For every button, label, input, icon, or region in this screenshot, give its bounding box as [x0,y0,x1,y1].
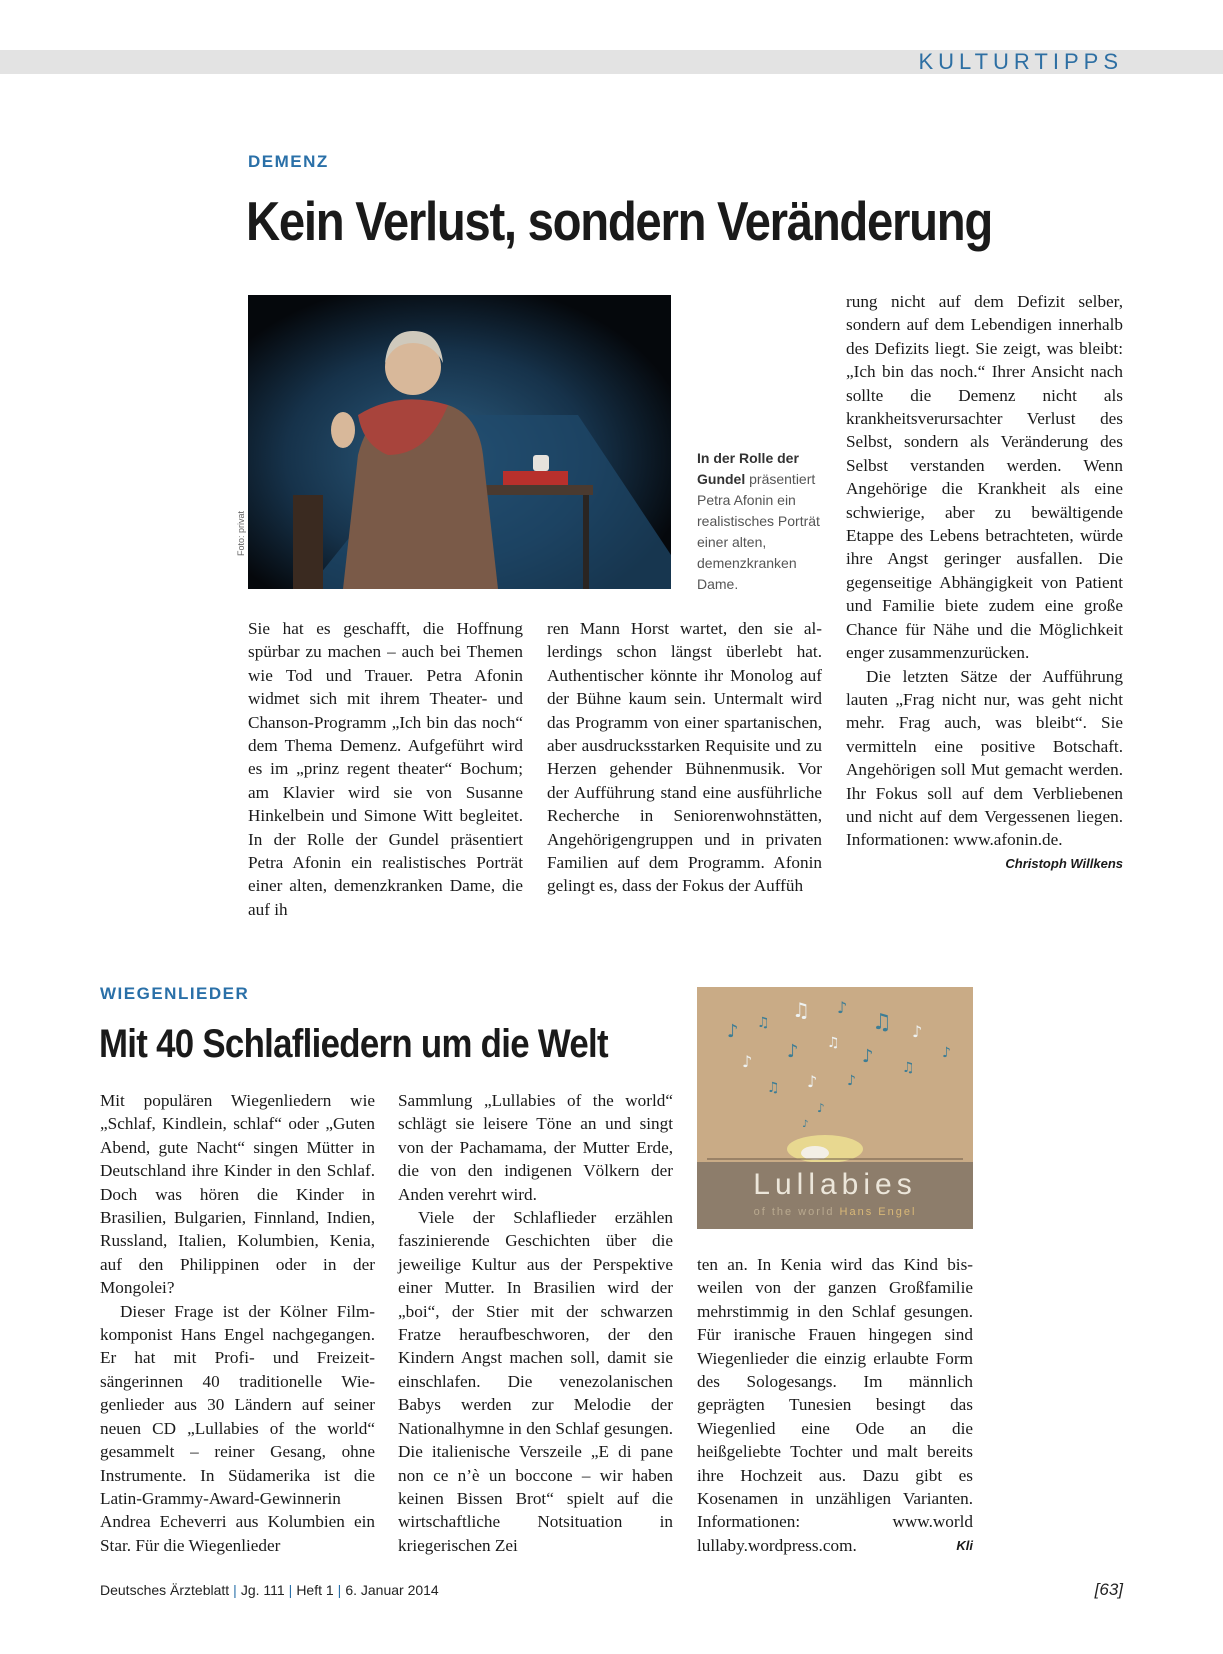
footer-date: 6. Januar 2014 [345,1582,439,1598]
article1-kicker: DEMENZ [248,152,329,171]
caption-text: präsentiert Petra Afonin ein realistisches Porträt einer alten, demenzkranken Dame. [697,471,820,592]
cd-title: Lullabies [753,1168,917,1201]
svg-text:♪: ♪ [837,998,848,1017]
svg-text:♫: ♫ [827,1035,840,1051]
article2-column-2 [398,1089,673,1557]
article2-col3-text: ten an. In Kenia wird das Kind bisweilen von der ganzen Großfamilie mehrstimmig in den Schlaf gesungen. Für iranische Frauen hingegen sind Wiegenlieder die einzig erlaubte Form des Sologesangs. Im männlich geprägten Tunesien besingt das Wiegenlied eine Ode an die heißgeliebte Tochter und malt bereits ihre Hochzeit aus. Dazu gibt es Kosenamen in unzähligen Varianten. Informationen: www.world lullaby.wordpress.com. [697,1255,973,1555]
footer-divider: | [233,1582,237,1598]
article2-col2-para2: Viele der Schlaflieder erzählen faszinierende Geschichten über die jeweilige Kultur aus der Perspektive einer Mutter. In Brasilien wird der „boi“, der Stier mit der schwarzen Fratze heraufbeschworen, der den Kindern Angst machen soll, damit sie einschlafen. Die venezolanischen Babys werden zur Melodie der Nationalhymne in den Schlaf gesungen. Die italienische Verszeile „E di pane non ce n’è un boccone – wir haben keinen Bissen Brot“ spielt auf die wirtschaftliche Notsituation in kriegerischen Zei [398,1208,673,1555]
footer [100,1582,439,1598]
footer-journal: Deutsches Ärzteblatt [100,1582,230,1598]
cd-subtitle [697,1206,973,1218]
cd-artist: Hans Engel [839,1206,917,1218]
svg-text:♪: ♪ [817,1101,825,1115]
footer-volume: Jg. 111 [240,1582,285,1598]
article1-column-2 [547,617,822,898]
footer-divider: | [337,1582,342,1598]
section-label: KULTURTIPPS [918,49,1123,74]
page-number: [63] [1094,1580,1123,1599]
svg-text:♪: ♪ [942,1045,951,1061]
svg-text:♪: ♪ [742,1052,753,1071]
svg-text:♪: ♪ [912,1022,923,1041]
article1-col2-text: ren Mann Horst wartet, den sie allerdings schon längst überlebt hat. Authentischer könnte ihr Monolog auf der Bühne kaum sein. Untermalt wird das Programm von einer spartanischen, aber ausdrucksstarken Requisite und zu Herzen gehender Bühnenmusik. Vor der Aufführung stand eine ausführliche Recherche in Seniorenwohnstätten, Angehörigengruppen und in privaten Familien auf dem Programm. Afonin gelingt es, dass der Fokus der Auffüh [547,619,822,896]
cd-title-band [697,1162,973,1229]
article2-col2-para1: Sammlung „Lullabies of the world“ schlägt sie leisere Töne an und singt von der Pachamama, der Mutter Erde, die von den indigenen Völkern der Anden verehrt wird. [398,1091,673,1204]
svg-text:♫: ♫ [792,998,810,1022]
cd-cover [697,987,973,1229]
article2-col1-para2: Dieser Frage ist der Kölner Filmkomponist Hans Engel nachgegangen. Er hat mit Profi- und Freizeitsängerinnen 40 traditionelle Wiegenlieder aus 30 Ländern auf seiner neuen CD „Lullabies of the world“ gesammelt – reiner Gesang, ohne Instrumente. In Südamerika ist die Latin-Grammy-Award-Gewinnerin Andrea Echeverri aus Kolumbien ein Star. Für die Wiegenlieder [100,1301,375,1555]
photo-credit: Foto: privat [236,510,246,556]
svg-text:♫: ♫ [767,1080,780,1096]
footer-issue: Heft 1 [296,1582,334,1598]
article2-column-3 [697,1253,973,1558]
photo-caption [697,448,827,595]
stage-photo [248,295,671,589]
article1-col1-text: Sie hat es geschafft, die Hoffnung spürbar zu machen – auch bei Themen wie Tod und Trauer. Petra Afonin widmet sich mit ihrem Theater- und Chanson-Programm „Ich bin das noch“ dem Thema Demenz. Aufgeführt wird es im „prinz regent theater“ Bochum; am Klavier wird sie von Susanne Hinkelbein und Simone Witt begleitet. In der Rolle der Gundel präsentiert Petra Afonin ein realistisches Porträt einer alten, demenzkranken Dame, die auf ih [248,619,523,919]
article1-column-1 [248,617,523,921]
svg-text:♪: ♪ [807,1072,818,1091]
cd-subtitle-series: of the world [753,1206,835,1218]
svg-text:♪: ♪ [727,1021,739,1042]
svg-text:♪: ♪ [802,1119,809,1130]
caption-lead: In der Rolle der Gundel [697,450,799,487]
article1-col3-para2: Die letzten Sätze der Aufführung lauten „Frag nicht nur, was geht nicht mehr. Frag auch, was bleibt“. Sie vermitteln eine positive Botschaft. Angehörigen soll Mut gemacht werden. Ihr Fokus soll auf dem Verbliebenen und nicht auf dem Vergessenen liegen. Informationen: www.afonin.de. [846,666,1123,850]
article2-kicker: WIEGENLIEDER [100,984,250,1003]
article2-column-1 [100,1089,375,1557]
svg-text:♪: ♪ [862,1046,874,1067]
svg-text:♫: ♫ [872,1010,892,1035]
article1-column-3 [846,290,1123,875]
svg-text:♪: ♪ [847,1073,856,1089]
article1-headline: Kein Verlust, sondern Veränderung [246,190,992,252]
svg-text:♫: ♫ [757,1015,770,1031]
article2-col1-para1: Mit populären Wiegenliedern wie „Schlaf, Kindlein, schlaf“ oder „Guten Abend, gute Nacht“ singen Mütter in Deutschland ihre Kinder in den Schlaf. Doch was hören die Kinder in Brasilien, Bulgarien, Finnland, Indien, Russland, Italien, Kolumbien, Kenia, auf den Philippinen oder in der Mongolei? [100,1091,375,1298]
article1-author: Christoph Willkens [1005,855,1123,871]
svg-text:♪: ♪ [787,1041,799,1062]
article2-headline: Mit 40 Schlafliedern um die Welt [99,1022,608,1066]
article2-author: Kli [956,1538,973,1554]
article1-col3-para1: rung nicht auf dem Defizit selber, sondern auf dem Lebendigen innerhalb des Defizits liegt. Sie zeigt, was bleibt: „Ich bin das noch.“ Ihrer Ansicht nach sollte die Demenz nicht als krankheitsverursachter Verlust des Selbst, sondern als Veränderung des Selbst verstanden werden. Wenn Angehörige die Krankheit als eine schwierige, aber zu bewältigende Etappe des Lebens betrachteten, würde ihre Angst geringer ausfallen. Die gegenseitige Abhängigkeit von Patient und Familie biete zudem eine große Chance für Nähe und die Möglichkeit enger zusammenzurücken. [846,292,1123,663]
svg-text:♫: ♫ [902,1060,915,1076]
footer-divider: | [288,1582,293,1598]
